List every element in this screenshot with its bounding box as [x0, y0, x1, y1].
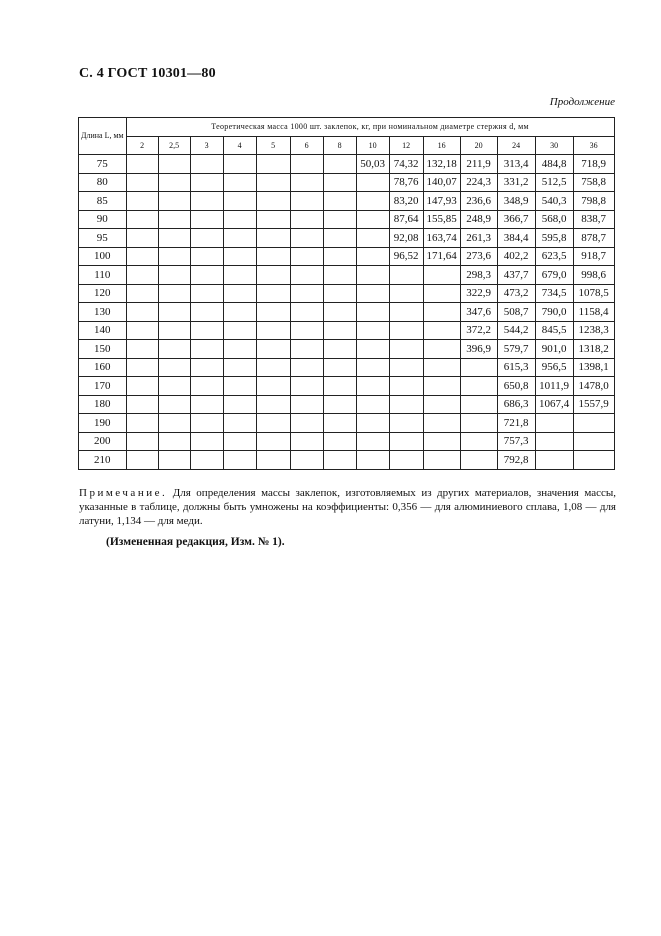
mass-cell: 623,5 — [535, 247, 573, 266]
mass-cell: 273,6 — [460, 247, 497, 266]
mass-cell — [290, 358, 323, 377]
mass-cell — [535, 432, 573, 451]
table-row — [79, 247, 615, 266]
mass-cell — [126, 432, 158, 451]
length-cell: 210 — [79, 451, 127, 470]
mass-cell — [356, 229, 389, 248]
mass-cell — [158, 303, 190, 322]
mass-cell — [290, 321, 323, 340]
mass-cell: 248,9 — [460, 210, 497, 229]
page-header: С. 4 ГОСТ 10301—80 — [79, 66, 216, 81]
mass-cell: 579,7 — [497, 340, 535, 359]
length-cell: 75 — [79, 155, 127, 174]
mass-cell: 211,9 — [460, 155, 497, 174]
mass-cell: 236,6 — [460, 192, 497, 211]
mass-cell — [126, 229, 158, 248]
mass-cell: 155,85 — [423, 210, 460, 229]
mass-cell — [356, 303, 389, 322]
diameter-header: 2,5 — [158, 136, 190, 155]
diameter-header: 8 — [323, 136, 356, 155]
mass-cell — [158, 451, 190, 470]
mass-cell — [423, 303, 460, 322]
mass-cell: 544,2 — [497, 321, 535, 340]
mass-cell — [190, 284, 223, 303]
mass-cell — [290, 432, 323, 451]
mass-cell — [290, 451, 323, 470]
diameter-header: 3 — [190, 136, 223, 155]
mass-cell — [256, 155, 290, 174]
mass-cell — [356, 173, 389, 192]
mass-cell: 384,4 — [497, 229, 535, 248]
length-cell: 160 — [79, 358, 127, 377]
mass-cell: 147,93 — [423, 192, 460, 211]
table-row — [79, 432, 615, 451]
mass-cell: 78,76 — [389, 173, 423, 192]
diameter-header: 4 — [223, 136, 256, 155]
mass-cell — [460, 377, 497, 396]
mass-cell: 83,20 — [389, 192, 423, 211]
mass-cell: 366,7 — [497, 210, 535, 229]
mass-cell — [190, 321, 223, 340]
mass-cell — [126, 377, 158, 396]
mass-cell — [323, 358, 356, 377]
mass-cell — [573, 414, 614, 433]
mass-cell — [389, 432, 423, 451]
mass-cell — [423, 266, 460, 285]
mass-cell — [535, 451, 573, 470]
mass-cell — [223, 340, 256, 359]
mass-cell — [323, 432, 356, 451]
mass-cell — [356, 358, 389, 377]
mass-cell — [190, 340, 223, 359]
diameter-header: 6 — [290, 136, 323, 155]
mass-cell — [158, 266, 190, 285]
mass-cell — [323, 155, 356, 174]
mass-cell — [190, 451, 223, 470]
table-row — [79, 192, 615, 211]
mass-cell — [256, 321, 290, 340]
mass-cell: 757,3 — [497, 432, 535, 451]
table-row — [79, 155, 615, 174]
mass-cell: 595,8 — [535, 229, 573, 248]
mass-cell — [126, 414, 158, 433]
mass-cell: 331,2 — [497, 173, 535, 192]
mass-cell — [223, 321, 256, 340]
mass-cell — [190, 192, 223, 211]
mass-cell — [223, 247, 256, 266]
mass-cell — [190, 377, 223, 396]
mass-cell: 1478,0 — [573, 377, 614, 396]
mass-cell — [223, 210, 256, 229]
length-cell: 90 — [79, 210, 127, 229]
mass-cell: 721,8 — [497, 414, 535, 433]
mass-cell — [290, 414, 323, 433]
mass-cell — [460, 451, 497, 470]
mass-cell — [356, 451, 389, 470]
mass-cell — [256, 266, 290, 285]
mass-cell — [223, 414, 256, 433]
mass-cell: 437,7 — [497, 266, 535, 285]
mass-cell — [256, 414, 290, 433]
mass-cell: 348,9 — [497, 192, 535, 211]
mass-cell — [356, 284, 389, 303]
mass-cell — [290, 247, 323, 266]
diameter-header: 24 — [497, 136, 535, 155]
mass-cell: 758,8 — [573, 173, 614, 192]
mass-cell — [323, 414, 356, 433]
mass-cell — [323, 229, 356, 248]
length-cell: 110 — [79, 266, 127, 285]
mass-cell — [323, 247, 356, 266]
diameter-header: 20 — [460, 136, 497, 155]
mass-cell: 74,32 — [389, 155, 423, 174]
mass-cell — [256, 247, 290, 266]
length-cell: 130 — [79, 303, 127, 322]
mass-cell — [323, 340, 356, 359]
mass-cell — [290, 395, 323, 414]
mass-cell: 901,0 — [535, 340, 573, 359]
mass-cell — [223, 432, 256, 451]
table-row — [79, 340, 615, 359]
mass-cell — [389, 321, 423, 340]
mass-cell — [356, 395, 389, 414]
mass-cell — [323, 395, 356, 414]
note-label: Примечание. — [79, 487, 168, 499]
length-cell: 100 — [79, 247, 127, 266]
mass-cell — [190, 173, 223, 192]
mass-cell: 92,08 — [389, 229, 423, 248]
mass-cell — [190, 229, 223, 248]
diameter-header: 16 — [423, 136, 460, 155]
mass-cell — [389, 377, 423, 396]
mass-cell — [223, 284, 256, 303]
mass-cell — [190, 303, 223, 322]
mass-cell — [256, 432, 290, 451]
mass-cell — [126, 173, 158, 192]
mass-cell: 718,9 — [573, 155, 614, 174]
mass-cell — [158, 395, 190, 414]
mass-cell — [323, 451, 356, 470]
table-row — [79, 229, 615, 248]
mass-cell — [223, 173, 256, 192]
mass-cell: 878,7 — [573, 229, 614, 248]
rivet-mass-table — [78, 117, 615, 470]
note-text: Для определения массы заклепок, изготовляемых из других материалов, значения массы, указанные в таблице, должны быть умножены на коэффициенты: 0,356 — для алюминиевого сплава, 1,08 — для латуни, 1,134 — для меди. — [79, 487, 616, 527]
mass-cell — [126, 247, 158, 266]
mass-cell — [158, 229, 190, 248]
mass-cell — [223, 155, 256, 174]
mass-cell — [256, 358, 290, 377]
amendment-note: (Измененная редакция, Изм. № 1). — [106, 536, 285, 548]
mass-cell — [290, 340, 323, 359]
mass-cell — [256, 377, 290, 396]
mass-cell: 298,3 — [460, 266, 497, 285]
mass-cell — [126, 284, 158, 303]
mass-cell — [223, 229, 256, 248]
continuation-label: Продолжение — [549, 96, 615, 108]
mass-cell — [356, 321, 389, 340]
table-body — [79, 155, 615, 470]
length-cell: 85 — [79, 192, 127, 211]
mass-cell — [158, 358, 190, 377]
mass-cell — [323, 266, 356, 285]
mass-cell — [323, 284, 356, 303]
mass-cell: 798,8 — [573, 192, 614, 211]
mass-cell — [573, 432, 614, 451]
mass-cell — [126, 303, 158, 322]
mass-cell: 1067,4 — [535, 395, 573, 414]
mass-cell — [290, 266, 323, 285]
mass-cell: 734,5 — [535, 284, 573, 303]
length-cell: 120 — [79, 284, 127, 303]
mass-cell: 347,6 — [460, 303, 497, 322]
length-cell: 150 — [79, 340, 127, 359]
mass-cell — [256, 451, 290, 470]
mass-cell — [256, 284, 290, 303]
diameter-header: 2 — [126, 136, 158, 155]
mass-cell: 998,6 — [573, 266, 614, 285]
length-cell: 200 — [79, 432, 127, 451]
mass-cell: 508,7 — [497, 303, 535, 322]
note — [79, 486, 616, 528]
length-cell: 190 — [79, 414, 127, 433]
mass-cell — [290, 155, 323, 174]
mass-cell — [423, 284, 460, 303]
mass-cell — [423, 395, 460, 414]
mass-cell — [223, 303, 256, 322]
mass-cell: 140,07 — [423, 173, 460, 192]
mass-cell: 679,0 — [535, 266, 573, 285]
mass-cell: 313,4 — [497, 155, 535, 174]
mass-cell — [423, 358, 460, 377]
mass-cell — [256, 340, 290, 359]
mass-cell — [158, 321, 190, 340]
mass-cell — [423, 451, 460, 470]
mass-cell — [389, 266, 423, 285]
mass-cell — [126, 321, 158, 340]
mass-cell: 402,2 — [497, 247, 535, 266]
mass-cell — [158, 155, 190, 174]
mass-cell: 1398,1 — [573, 358, 614, 377]
diameter-header: 30 — [535, 136, 573, 155]
mass-cell — [190, 155, 223, 174]
mass-cell — [126, 210, 158, 229]
mass-cell: 1011,9 — [535, 377, 573, 396]
mass-cell: 1238,3 — [573, 321, 614, 340]
diameter-header: 12 — [389, 136, 423, 155]
mass-cell — [290, 303, 323, 322]
mass-cell — [158, 432, 190, 451]
mass-cell — [290, 377, 323, 396]
mass-cell — [223, 266, 256, 285]
mass-cell — [126, 155, 158, 174]
mass-cell: 615,3 — [497, 358, 535, 377]
mass-cell — [535, 414, 573, 433]
table-row — [79, 414, 615, 433]
mass-cell: 473,2 — [497, 284, 535, 303]
mass-cell — [158, 173, 190, 192]
mass-cell — [158, 340, 190, 359]
mass-cell — [290, 210, 323, 229]
mass-cell — [389, 451, 423, 470]
mass-cell — [356, 414, 389, 433]
mass-cell — [460, 414, 497, 433]
mass-cell — [223, 395, 256, 414]
mass-cell — [158, 210, 190, 229]
mass-cell — [389, 358, 423, 377]
mass-cell — [423, 432, 460, 451]
mass-cell — [190, 414, 223, 433]
mass-cell — [389, 395, 423, 414]
length-cell: 95 — [79, 229, 127, 248]
length-column-header: Длина L, мм — [79, 118, 127, 155]
mass-cell: 1557,9 — [573, 395, 614, 414]
mass-cell — [356, 266, 389, 285]
mass-cell: 838,7 — [573, 210, 614, 229]
mass-cell — [389, 303, 423, 322]
mass-cell — [126, 395, 158, 414]
table-row — [79, 358, 615, 377]
mass-cell — [256, 173, 290, 192]
mass-cell — [126, 451, 158, 470]
mass-cell: 792,8 — [497, 451, 535, 470]
diameter-header-row — [79, 136, 615, 155]
mass-cell — [256, 303, 290, 322]
length-cell: 140 — [79, 321, 127, 340]
mass-cell — [158, 284, 190, 303]
table-row — [79, 173, 615, 192]
mass-cell — [256, 395, 290, 414]
table-row — [79, 266, 615, 285]
mass-cell — [126, 358, 158, 377]
mass-cell — [126, 266, 158, 285]
mass-cell: 322,9 — [460, 284, 497, 303]
mass-cell — [190, 247, 223, 266]
mass-cell: 568,0 — [535, 210, 573, 229]
mass-cell: 790,0 — [535, 303, 573, 322]
mass-cell — [389, 284, 423, 303]
mass-cell — [389, 414, 423, 433]
mass-cell — [356, 210, 389, 229]
mass-cell — [290, 173, 323, 192]
mass-cell — [256, 229, 290, 248]
mass-cell — [356, 192, 389, 211]
mass-cell — [290, 284, 323, 303]
table-row — [79, 451, 615, 470]
mass-cell — [190, 358, 223, 377]
mass-cell — [126, 192, 158, 211]
mass-cell: 956,5 — [535, 358, 573, 377]
mass-cell — [290, 229, 323, 248]
mass-cell — [460, 395, 497, 414]
mass-cell — [323, 210, 356, 229]
mass-cell: 261,3 — [460, 229, 497, 248]
diameter-header: 36 — [573, 136, 614, 155]
mass-cell — [190, 210, 223, 229]
mass-cell — [223, 358, 256, 377]
mass-group-header: Теоретическая масса 1000 шт. заклепок, кг, при номинальном диаметре стержня d, мм — [126, 118, 614, 137]
mass-cell — [423, 377, 460, 396]
mass-cell: 163,74 — [423, 229, 460, 248]
length-cell: 180 — [79, 395, 127, 414]
table-row — [79, 284, 615, 303]
mass-cell — [158, 247, 190, 266]
mass-cell — [323, 321, 356, 340]
mass-cell: 1078,5 — [573, 284, 614, 303]
table-row — [79, 321, 615, 340]
length-cell: 80 — [79, 173, 127, 192]
mass-cell: 1158,4 — [573, 303, 614, 322]
mass-cell: 171,64 — [423, 247, 460, 266]
diameter-header: 10 — [356, 136, 389, 155]
mass-cell: 87,64 — [389, 210, 423, 229]
mass-cell: 1318,2 — [573, 340, 614, 359]
mass-cell: 224,3 — [460, 173, 497, 192]
mass-cell — [190, 395, 223, 414]
table-row — [79, 395, 615, 414]
mass-cell — [356, 340, 389, 359]
mass-cell — [356, 432, 389, 451]
mass-cell — [460, 432, 497, 451]
mass-cell — [223, 192, 256, 211]
mass-cell: 484,8 — [535, 155, 573, 174]
mass-cell — [126, 340, 158, 359]
mass-cell — [423, 321, 460, 340]
table-row — [79, 303, 615, 322]
mass-cell — [460, 358, 497, 377]
mass-cell: 396,9 — [460, 340, 497, 359]
mass-cell: 918,7 — [573, 247, 614, 266]
mass-cell — [423, 340, 460, 359]
mass-cell — [573, 451, 614, 470]
mass-cell — [223, 377, 256, 396]
mass-cell — [290, 192, 323, 211]
mass-cell — [190, 432, 223, 451]
mass-cell — [423, 414, 460, 433]
diameter-header: 5 — [256, 136, 290, 155]
mass-cell — [323, 303, 356, 322]
mass-cell — [323, 173, 356, 192]
length-cell: 170 — [79, 377, 127, 396]
mass-cell: 650,8 — [497, 377, 535, 396]
mass-cell — [158, 192, 190, 211]
mass-cell: 512,5 — [535, 173, 573, 192]
mass-cell — [158, 377, 190, 396]
mass-cell: 845,5 — [535, 321, 573, 340]
mass-cell — [158, 414, 190, 433]
mass-cell — [389, 340, 423, 359]
mass-cell — [256, 210, 290, 229]
table-row — [79, 377, 615, 396]
table-row — [79, 210, 615, 229]
mass-cell: 50,03 — [356, 155, 389, 174]
mass-cell: 540,3 — [535, 192, 573, 211]
mass-cell: 686,3 — [497, 395, 535, 414]
mass-cell — [356, 247, 389, 266]
mass-cell — [356, 377, 389, 396]
mass-cell: 372,2 — [460, 321, 497, 340]
mass-cell — [190, 266, 223, 285]
mass-cell: 96,52 — [389, 247, 423, 266]
mass-cell — [323, 192, 356, 211]
mass-cell: 132,18 — [423, 155, 460, 174]
mass-cell — [323, 377, 356, 396]
mass-cell — [256, 192, 290, 211]
mass-cell — [223, 451, 256, 470]
